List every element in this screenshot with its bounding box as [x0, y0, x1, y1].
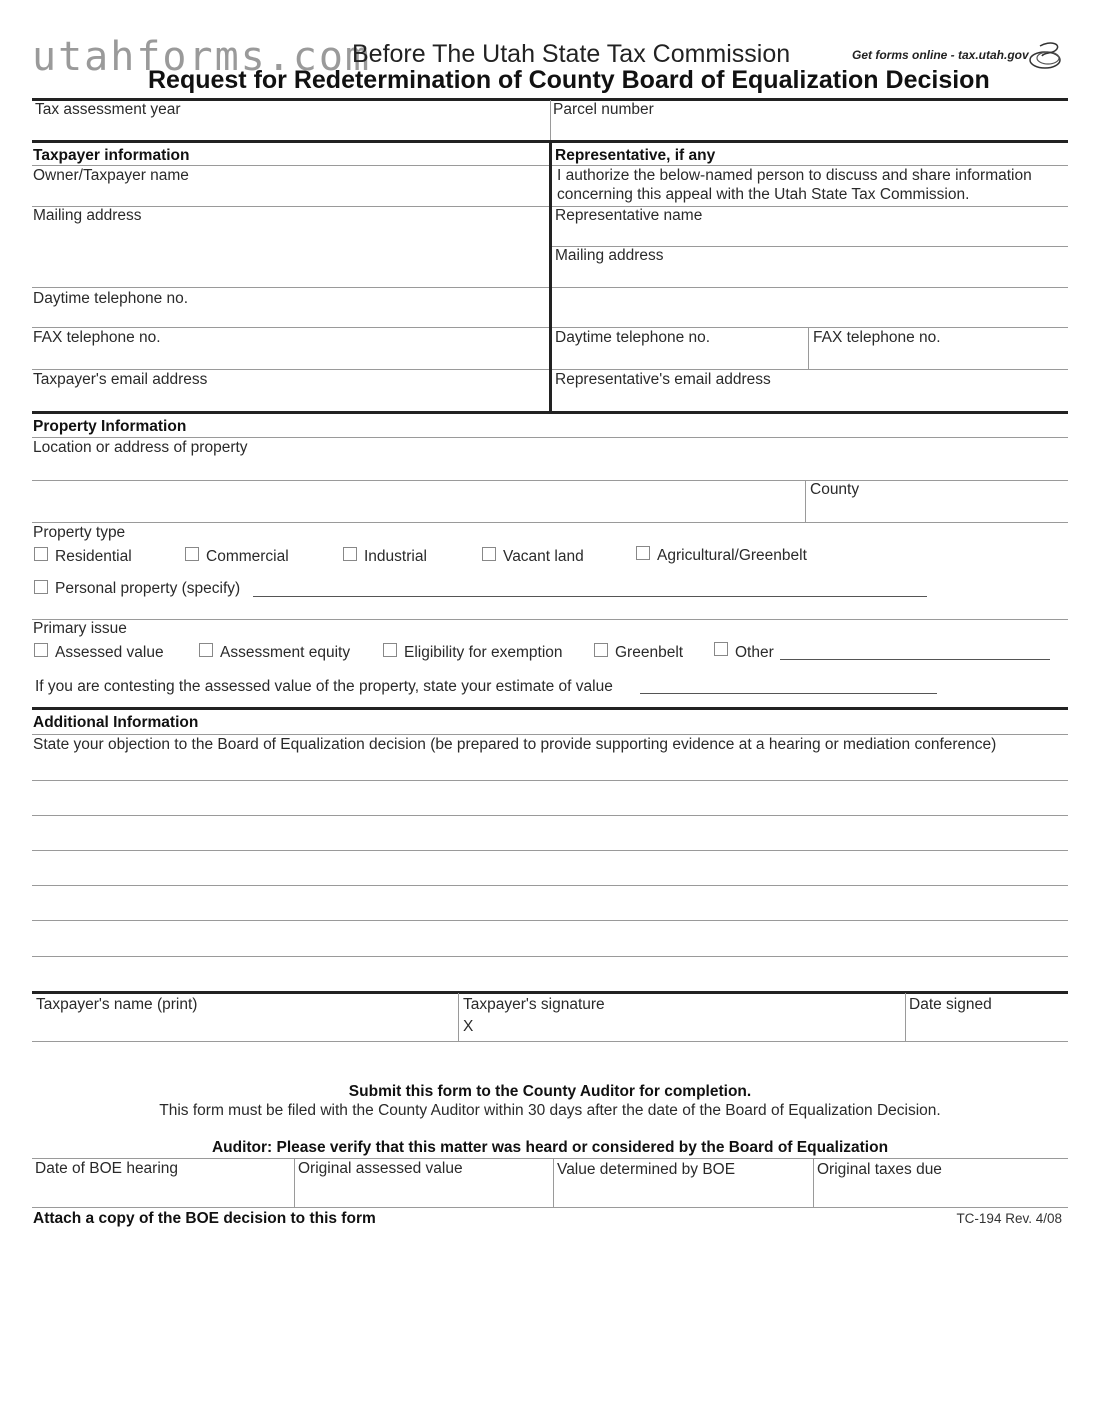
rep-fax-phone-label: FAX telephone no.	[813, 329, 941, 346]
primary-issue-label: Primary issue	[33, 620, 127, 637]
rep-email-field[interactable]	[555, 390, 1065, 408]
other-label: Other	[735, 644, 774, 661]
boe-hearing-date-label: Date of BOE hearing	[35, 1160, 179, 1177]
estimate-of-value-label: If you are contesting the assessed value of the property, state your estimate of value	[35, 678, 613, 695]
industrial-checkbox[interactable]	[343, 547, 357, 561]
date-signed-field[interactable]	[909, 1016, 1065, 1038]
original-taxes-due-label: Original taxes due	[817, 1161, 942, 1178]
assessment-equity-checkbox[interactable]	[199, 643, 213, 657]
taxpayer-info-heading: Taxpayer information	[33, 147, 190, 164]
parcel-number-field[interactable]	[553, 120, 1065, 138]
rep-mailing-address-field[interactable]	[555, 266, 1065, 324]
taxpayer-signature-field[interactable]	[480, 1016, 900, 1038]
eligibility-exemption-label: Eligibility for exemption	[404, 644, 563, 661]
fax-phone-label: FAX telephone no.	[33, 329, 161, 346]
fax-phone-field[interactable]	[33, 348, 543, 366]
eligibility-exemption-checkbox[interactable]	[383, 643, 397, 657]
property-type-label: Property type	[33, 524, 126, 541]
greenbelt-label: Greenbelt	[615, 644, 684, 661]
taxpayer-signature-label: Taxpayer's signature	[463, 996, 605, 1013]
mailing-address-field[interactable]	[33, 226, 543, 284]
filing-deadline-note: This form must be filed with the County Auditor within 30 days after the date of the Board of Equalization Decision.	[159, 1102, 941, 1119]
taxpayer-email-label: Taxpayer's email address	[33, 371, 208, 388]
agency-title: Before The Utah State Tax Commission	[352, 40, 791, 68]
attach-boe-decision-note: Attach a copy of the BOE decision to this form	[33, 1210, 376, 1227]
tax-year-field[interactable]	[35, 120, 545, 138]
daytime-phone-field[interactable]	[33, 309, 543, 327]
get-forms-link[interactable]: Get forms online - tax.utah.gov	[852, 48, 1029, 62]
tax-year-label: Tax assessment year	[35, 101, 181, 118]
objection-label: State your objection to the Board of Equalization decision (be prepared to provide supporting evidence at a hearing or mediation conference)	[33, 736, 997, 753]
rep-email-label: Representative's email address	[555, 371, 771, 388]
original-assessed-value-label: Original assessed value	[298, 1160, 463, 1177]
date-signed-label: Date signed	[909, 996, 992, 1013]
watermark: utahforms.com	[32, 34, 372, 80]
other-checkbox[interactable]	[714, 642, 728, 656]
commercial-checkbox[interactable]	[185, 547, 199, 561]
authorization-line1: I authorize the below-named person to discuss and share information	[557, 167, 1032, 184]
residential-checkbox[interactable]	[34, 547, 48, 561]
additional-info-heading: Additional Information	[33, 714, 199, 731]
vacant-land-checkbox[interactable]	[482, 547, 496, 561]
commercial-label: Commercial	[206, 548, 289, 565]
owner-name-field[interactable]	[33, 186, 543, 204]
boe-value-field[interactable]	[557, 1180, 807, 1204]
property-info-heading: Property Information	[33, 418, 187, 435]
rep-fax-phone-field[interactable]	[813, 348, 1065, 366]
representative-name-label: Representative name	[555, 207, 703, 224]
other-specify-field[interactable]	[780, 659, 1050, 660]
personal-property-checkbox[interactable]	[34, 580, 48, 594]
representative-name-field[interactable]	[555, 226, 1065, 244]
utah-swirl-logo-icon	[1026, 40, 1066, 72]
assessment-equity-label: Assessment equity	[220, 644, 351, 661]
boe-value-label: Value determined by BOE	[557, 1161, 736, 1178]
rep-daytime-phone-field[interactable]	[555, 348, 803, 366]
county-label: County	[810, 481, 860, 498]
taxpayer-email-field[interactable]	[33, 390, 543, 408]
rep-daytime-phone-label: Daytime telephone no.	[555, 329, 711, 346]
objection-field[interactable]	[33, 756, 1065, 956]
assessed-value-label: Assessed value	[55, 644, 164, 661]
original-assessed-value-field[interactable]	[298, 1180, 548, 1204]
taxpayer-name-print-field[interactable]	[36, 1016, 454, 1038]
property-location-field[interactable]	[33, 458, 1063, 478]
representative-heading: Representative, if any	[555, 147, 716, 164]
auditor-heading: Auditor: Please verify that this matter was heard or considered by the Board of Equalization	[211, 1139, 889, 1156]
mailing-address-label: Mailing address	[33, 207, 142, 224]
daytime-phone-label: Daytime telephone no.	[33, 290, 189, 307]
industrial-label: Industrial	[364, 548, 427, 565]
rep-mailing-address-label: Mailing address	[555, 247, 664, 264]
taxpayer-name-print-label: Taxpayer's name (print)	[36, 996, 198, 1013]
form-title: Request for Redetermination of County Board of Equalization Decision	[148, 66, 990, 94]
residential-label: Residential	[55, 548, 132, 565]
submit-instruction: Submit this form to the County Auditor for completion.	[348, 1083, 752, 1100]
estimate-of-value-field[interactable]	[640, 693, 937, 694]
greenbelt-checkbox[interactable]	[594, 643, 608, 657]
original-taxes-due-field[interactable]	[817, 1180, 1065, 1204]
parcel-number-label: Parcel number	[553, 101, 654, 118]
county-field[interactable]	[810, 500, 1065, 518]
vacant-land-label: Vacant land	[503, 548, 584, 565]
form-number: TC-194 Rev. 4/08	[956, 1211, 1062, 1226]
owner-name-label: Owner/Taxpayer name	[33, 167, 189, 184]
assessed-value-checkbox[interactable]	[34, 643, 48, 657]
property-location-label: Location or address of property	[33, 439, 248, 456]
personal-property-label: Personal property (specify)	[55, 580, 241, 597]
authorization-line2: concerning this appeal with the Utah State Tax Commission.	[557, 186, 970, 203]
boe-hearing-date-field[interactable]	[35, 1180, 289, 1204]
agricultural-checkbox[interactable]	[636, 546, 650, 560]
signature-x-mark: X	[463, 1018, 474, 1035]
agricultural-label: Agricultural/Greenbelt	[657, 547, 807, 564]
personal-property-specify-field[interactable]	[253, 596, 927, 597]
property-location-field-line2[interactable]	[33, 483, 801, 519]
